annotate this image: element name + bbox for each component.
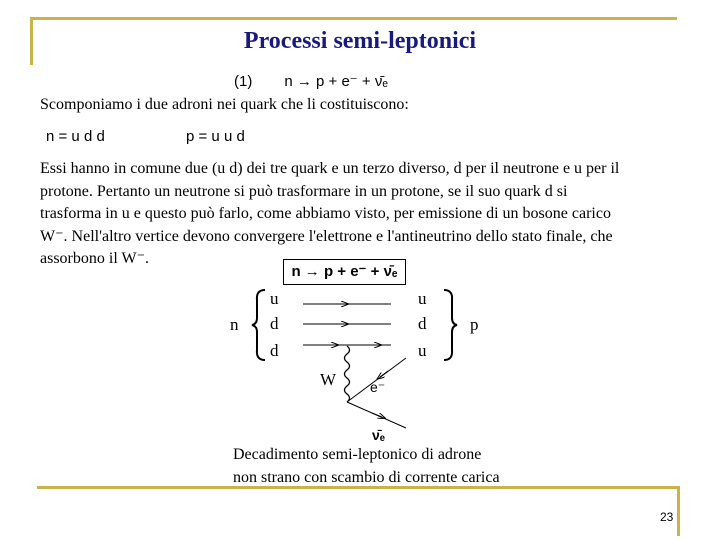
w-boson-label: W: [320, 370, 337, 389]
right-brace: [444, 290, 457, 360]
right-quark-1: u: [418, 289, 427, 308]
left-quark-2: d: [270, 314, 279, 333]
slide-title: Processi semi-leptonici: [243, 28, 477, 54]
paragraph-line: assorbono il W⁻.: [40, 250, 150, 267]
diagram-equation-box: n → p + e⁻ + ν̄ₑ: [283, 259, 406, 285]
neutron-quark-content: n = u d d: [46, 128, 105, 145]
neutron-label: n: [230, 315, 239, 334]
proton-quark-content: p = u u d: [186, 128, 245, 145]
electron-label: e⁻: [370, 379, 386, 395]
antineutrino-arrow: [380, 371, 388, 377]
caption-line: non strano con scambio di corrente carica: [233, 468, 500, 486]
w-boson-line: [345, 346, 350, 402]
intro-text: Scomponiamo i due adroni nei quark che li costituiscono:: [40, 96, 409, 113]
left-quark-3: d: [270, 341, 279, 360]
right-quark-3: u: [418, 341, 427, 360]
paragraph-line: Essi hanno in comune due (u d) dei tre quark e un terzo diverso, d per il neutrone e u per il: [40, 160, 620, 177]
page-number: 23: [660, 510, 674, 524]
paragraph-line: W⁻. Nell'altro vertice devono convergere l'elettrone e l'antineutrino dello stato finale, che: [40, 227, 613, 245]
equation-number: (1): [234, 73, 253, 90]
paragraph-line: protone. Pertanto un neutrone si può trasformare in un protone, se il suo quark d si: [40, 182, 568, 200]
proton-label: p: [470, 315, 479, 334]
caption-line: Decadimento semi-leptonico di adrone: [233, 446, 482, 463]
antineutrino-line: [347, 358, 406, 402]
left-brace: [252, 290, 265, 360]
diagram-caption: [233, 444, 553, 489]
equation-text: n → p + e⁻ + ν̄ₑ: [284, 73, 388, 90]
paragraph-line: trasforma in u e questo può farlo, come abbiamo visto, per emissione di un bosone carico: [40, 205, 611, 222]
right-quark-2: d: [418, 314, 427, 333]
antineutrino-label: ν̄ₑ: [372, 427, 386, 443]
electron-arrow: [372, 413, 382, 417]
left-quark-1: u: [270, 289, 279, 308]
